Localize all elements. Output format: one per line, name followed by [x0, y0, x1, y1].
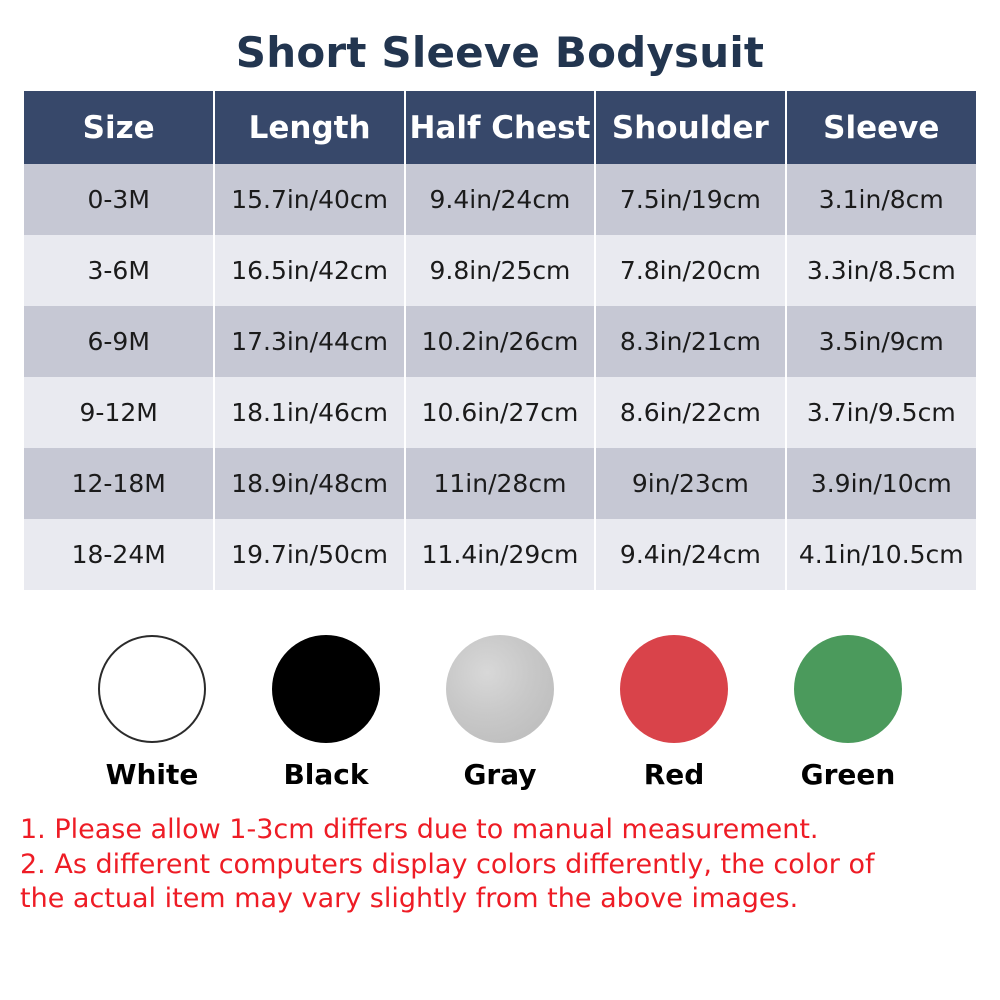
cell-half-chest: 9.8in/25cm: [405, 235, 595, 306]
column-header-shoulder: Shoulder: [595, 91, 785, 164]
color-swatch-green: [794, 635, 902, 743]
color-swatch-white: [98, 635, 206, 743]
cell-shoulder: 7.8in/20cm: [595, 235, 785, 306]
cell-sleeve: 3.3in/8.5cm: [786, 235, 976, 306]
cell-shoulder: 9.4in/24cm: [595, 519, 785, 590]
color-swatch-red: [620, 635, 728, 743]
cell-shoulder: 8.3in/21cm: [595, 306, 785, 377]
page-title: Short Sleeve Bodysuit: [235, 28, 765, 77]
cell-length: 17.3in/44cm: [214, 306, 404, 377]
cell-size: 0-3M: [24, 164, 214, 235]
cell-size: 3-6M: [24, 235, 214, 306]
color-option-gray: [444, 635, 556, 791]
cell-length: 15.7in/40cm: [214, 164, 404, 235]
cell-half-chest: 11.4in/29cm: [405, 519, 595, 590]
cell-shoulder: 8.6in/22cm: [595, 377, 785, 448]
note-line-1: 1. Please allow 1-3cm differs due to manual measurement.: [20, 814, 819, 845]
column-header-half-chest: Half Chest: [405, 91, 595, 164]
color-label-gray: Gray: [463, 758, 537, 791]
table-header: [24, 91, 976, 164]
cell-sleeve: 4.1in/10.5cm: [786, 519, 976, 590]
color-option-green: [792, 635, 904, 791]
cell-shoulder: 9in/23cm: [595, 448, 785, 519]
cell-size: 6-9M: [24, 306, 214, 377]
cell-length: 19.7in/50cm: [214, 519, 404, 590]
color-option-white: [96, 635, 208, 791]
table-row: [24, 448, 976, 519]
note-line-3: the actual item may vary slightly from the above images.: [20, 883, 799, 915]
color-option-black: [270, 635, 382, 791]
cell-size: 18-24M: [24, 519, 214, 590]
color-options: [0, 635, 1000, 791]
table-body: [24, 164, 976, 590]
color-swatch-gray: [446, 635, 554, 743]
table-row: [24, 235, 976, 306]
cell-half-chest: 10.2in/26cm: [405, 306, 595, 377]
color-label-red: Red: [643, 758, 705, 791]
table-row: [24, 306, 976, 377]
column-header-size: Size: [24, 91, 214, 164]
size-table: [24, 91, 976, 590]
table-row: [24, 519, 976, 590]
column-header-sleeve: Sleeve: [786, 91, 976, 164]
cell-sleeve: 3.7in/9.5cm: [786, 377, 976, 448]
column-header-length: Length: [214, 91, 404, 164]
color-swatch-black: [272, 635, 380, 743]
color-label-green: Green: [800, 758, 896, 791]
cell-sleeve: 3.5in/9cm: [786, 306, 976, 377]
cell-length: 18.1in/46cm: [214, 377, 404, 448]
table-header-row: [24, 91, 976, 164]
cell-shoulder: 7.5in/19cm: [595, 164, 785, 235]
color-label-black: Black: [283, 758, 369, 791]
cell-half-chest: 10.6in/27cm: [405, 377, 595, 448]
cell-sleeve: 3.1in/8cm: [786, 164, 976, 235]
color-option-red: [618, 635, 730, 791]
cell-half-chest: 11in/28cm: [405, 448, 595, 519]
cell-length: 16.5in/42cm: [214, 235, 404, 306]
disclaimer-notes: [0, 813, 1000, 917]
cell-size: 12-18M: [24, 448, 214, 519]
cell-size: 9-12M: [24, 377, 214, 448]
note-line-2: 2. As different computers display colors differently, the color of: [20, 848, 875, 880]
color-label-white: White: [105, 758, 199, 791]
table-row: [24, 377, 976, 448]
cell-length: 18.9in/48cm: [214, 448, 404, 519]
cell-half-chest: 9.4in/24cm: [405, 164, 595, 235]
table-row: [24, 164, 976, 235]
cell-sleeve: 3.9in/10cm: [786, 448, 976, 519]
